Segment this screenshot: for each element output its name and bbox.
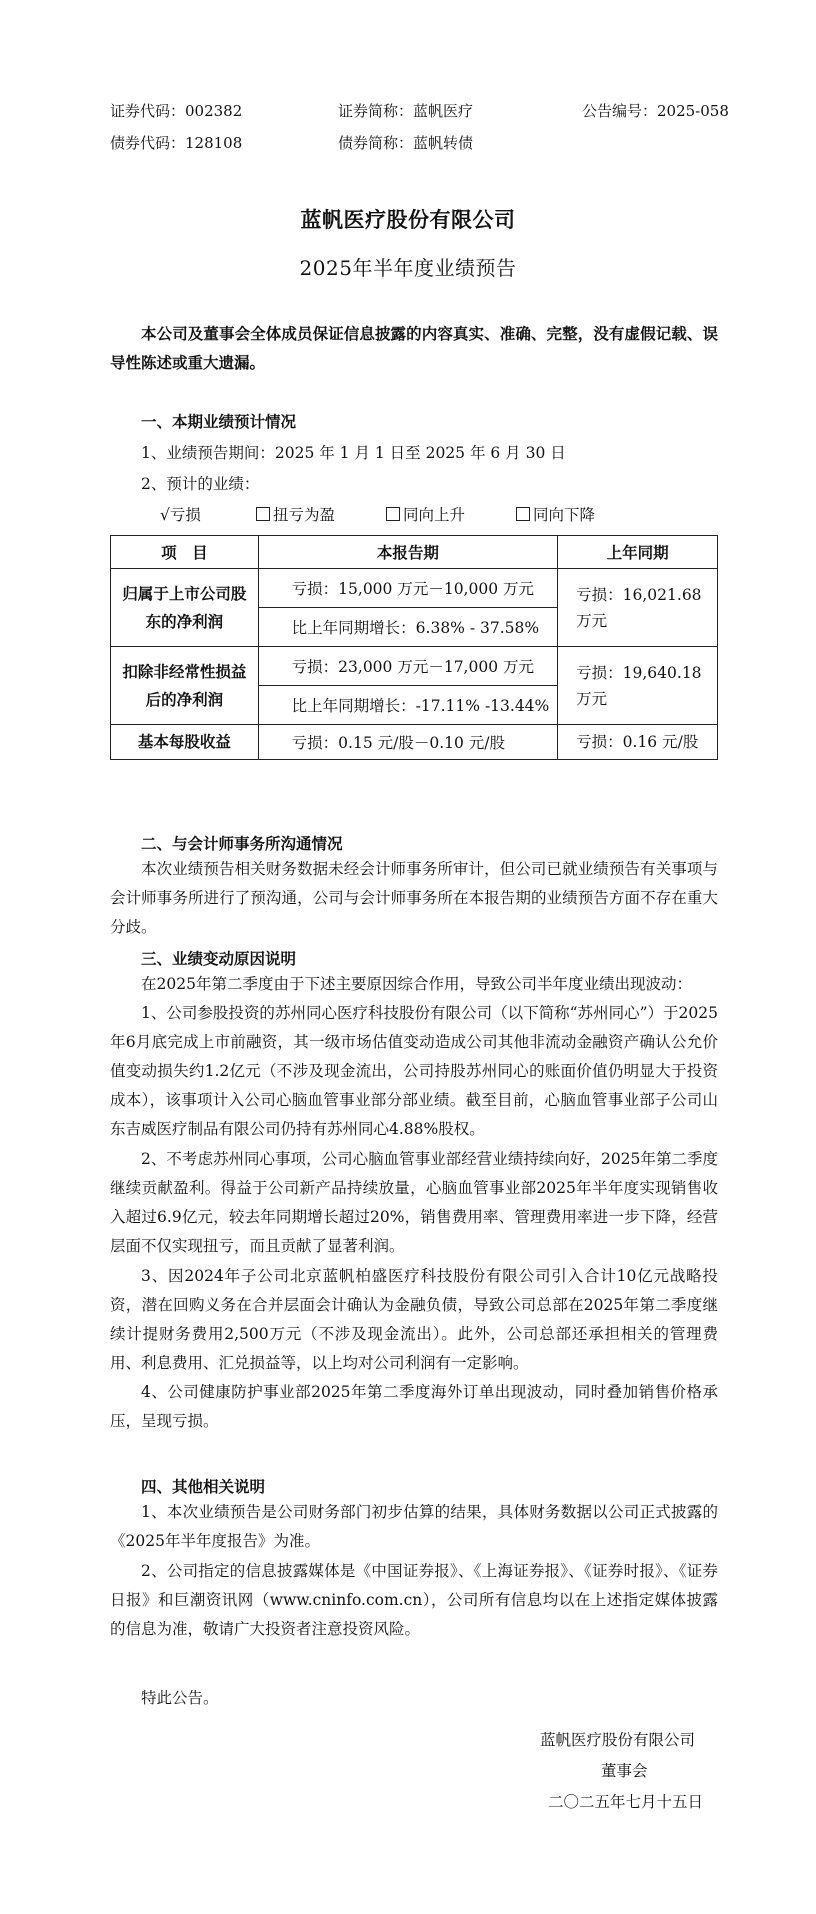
announcement-number: 公告编号：2025-058 (582, 102, 729, 120)
option-decline-label: 同向下降 (533, 506, 596, 524)
checkbox-empty-icon (386, 507, 400, 521)
stock-code: 证券代码：002382 (110, 102, 243, 120)
net-profit-growth: 比上年同期增长：6.38% - 37.58% (258, 608, 557, 647)
reason-item-1: 1、公司参股投资的苏州同心医疗科技股份有限公司（以下简称“苏州同心”）于2025年6月底完成上市前融资，其一级市场估值变动造成公司其他非流动金融资产确认公允价值变动损失约1.2亿元（不涉及现金流出，公司持股苏州同心的账面价值仍明显大于投资成本），该事项计入公司心脑血管事业部分部业绩。截至目前，心脑血管事业部子公司山东吉威医疗制品有限公司仍持有苏州同心4.88%股权。 (110, 1004, 718, 1138)
other-item-2: 2、公司指定的信息披露媒体是《中国证券报》、《上海证券报》、《证券时报》、《证券日报》和巨潮资讯网（www.cninfo.com.cn），公司所有信息均以在上述指定媒体披露的信息为准，敬请广大投资者注意投资风险。 (110, 1562, 718, 1638)
section1-heading: 一、本期业绩预计情况 (141, 412, 297, 431)
option-turnaround (256, 503, 335, 525)
section4-heading: 四、其他相关说明 (141, 1477, 266, 1496)
net-profit-current: 亏损：15,000 万元－10,000 万元 (258, 569, 557, 608)
forecast-label: 2、预计的业绩： (141, 475, 260, 493)
table-row (111, 725, 718, 760)
board-statement: 本公司及董事会全体成员保证信息披露的内容真实、准确、完整，没有虚假记载、误导性陈述或重大遗漏。 (110, 324, 718, 372)
row-label-eps: 基本每股收益 (111, 725, 259, 760)
checkmark-icon: √ (160, 506, 170, 524)
signature-date: 二〇二五年七月十五日 (548, 1793, 704, 1811)
header-current: 本报告期 (258, 536, 557, 569)
deducted-profit-prior: 亏损：19,640.18 万元 (558, 647, 718, 725)
row-label-net-profit: 归属于上市公司股东的净利润 (111, 569, 259, 647)
other-item-1: 1、本次业绩预告是公司财务部门初步估算的结果，具体财务数据以公司正式披露的《2025年半年度报告》为准。 (110, 1503, 718, 1550)
table-row (111, 569, 718, 608)
net-profit-prior: 亏损：16,021.68 万元 (558, 569, 718, 647)
option-rise (386, 503, 465, 525)
performance-table (110, 535, 718, 760)
reason-item-2: 2、不考虑苏州同心事项，公司心脑血管事业部经营业绩持续向好，2025年第二季度继续贡献盈利。得益于公司新产品持续放量，心脑血管事业部2025年半年度实现销售收入超过6.9亿元，较去年同期增长超过20%，销售费用率、管理费用率进一步下降，经营层面不仅实现扭亏，而且贡献了显著利润。 (110, 1150, 718, 1255)
row-label-deducted-profit: 扣除非经常性损益后的净利润 (111, 647, 259, 725)
checkbox-empty-icon (256, 507, 270, 521)
bond-abbreviation: 债券简称：蓝帆转债 (338, 134, 474, 152)
table-header-row (111, 536, 718, 569)
option-decline (516, 503, 595, 525)
table-row (111, 647, 718, 686)
signature-company: 蓝帆医疗股份有限公司 (540, 1731, 696, 1749)
bond-code: 债券代码：128108 (110, 134, 243, 152)
eps-current: 亏损：0.15 元/股－0.10 元/股 (258, 725, 557, 760)
section3-heading: 三、业绩变动原因说明 (141, 949, 297, 968)
closing-text: 特此公告。 (141, 1689, 219, 1707)
option-loss-label: 亏损 (169, 506, 201, 524)
section2-body: 本次业绩预告相关财务数据未经会计师事务所审计，但公司已就业绩预告有关事项与会计师事务所进行了预沟通，公司与会计师事务所在本报告期的业绩预告方面不存在重大分歧。 (110, 860, 718, 936)
checkbox-empty-icon (516, 507, 530, 521)
company-title: 蓝帆医疗股份有限公司 (300, 207, 516, 232)
signature-board: 董事会 (601, 1762, 648, 1780)
section3-intro: 在2025年第二季度由于下述主要原因综合作用，导致公司半年度业绩出现波动： (141, 975, 692, 993)
section2-heading: 二、与会计师事务所沟通情况 (141, 834, 343, 853)
eps-prior: 亏损：0.16 元/股 (558, 725, 718, 760)
deducted-profit-current: 亏损：23,000 万元－17,000 万元 (258, 647, 557, 686)
option-loss (160, 503, 201, 525)
header-item: 项 目 (111, 536, 259, 569)
deducted-profit-growth: 比上年同期增长：-17.11% -13.44% (258, 686, 557, 725)
document-title: 2025年半年度业绩预告 (299, 256, 517, 280)
reason-item-4: 4、公司健康防护事业部2025年第二季度海外订单出现波动，同时叠加销售价格承压，呈现亏损。 (110, 1383, 718, 1430)
reason-item-3: 3、因2024年子公司北京蓝帆柏盛医疗科技股份有限公司引入合计10亿元战略投资，潜在回购义务在合并层面会计确认为金融负债，导致公司总部在2025年第二季度继续计提财务费用2,500万元（不涉及现金流出）。此外，公司总部还承担相关的管理费用、利息费用、汇兑损益等，以上均对公司利润有一定影响。 (110, 1267, 718, 1372)
option-rise-label: 同向上升 (403, 506, 466, 524)
header-prior: 上年同期 (558, 536, 718, 569)
option-turnaround-label: 扭亏为盈 (273, 506, 336, 524)
stock-abbreviation: 证券简称：蓝帆医疗 (338, 102, 474, 120)
forecast-period: 1、业绩预告期间：2025 年 1 月 1 日至 2025 年 6 月 30 日 (141, 444, 566, 462)
